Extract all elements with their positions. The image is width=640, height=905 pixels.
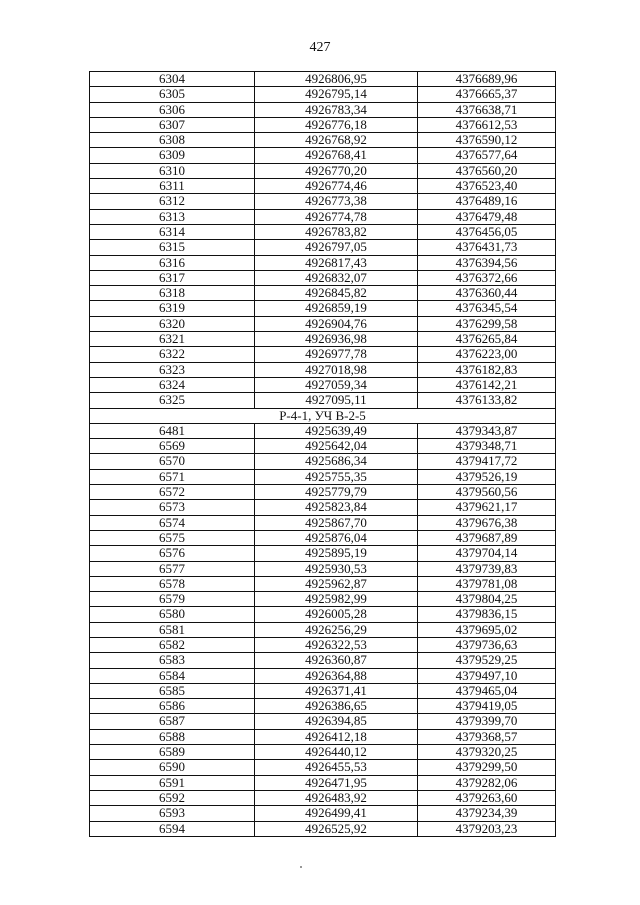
table-row xyxy=(90,729,556,744)
y-coordinate-cell: 4376142,21 xyxy=(418,377,556,392)
table-row xyxy=(90,133,556,148)
point-number-cell: 6317 xyxy=(90,270,255,285)
x-coordinate-cell: 4926770,20 xyxy=(255,163,418,178)
point-number-cell: 6315 xyxy=(90,240,255,255)
y-coordinate-cell: 4376182,83 xyxy=(418,362,556,377)
x-coordinate-cell: 4926774,78 xyxy=(255,209,418,224)
y-coordinate-cell: 4379348,71 xyxy=(418,439,556,454)
y-coordinate-cell: 4379529,25 xyxy=(418,653,556,668)
table-row xyxy=(90,821,556,836)
y-coordinate-cell: 4379676,38 xyxy=(418,515,556,530)
table-row xyxy=(90,240,556,255)
table-row xyxy=(90,347,556,362)
point-number-cell: 6588 xyxy=(90,729,255,744)
x-coordinate-cell: 4926322,53 xyxy=(255,637,418,652)
point-number-cell: 6586 xyxy=(90,699,255,714)
y-coordinate-cell: 4379263,60 xyxy=(418,790,556,805)
table-row xyxy=(90,439,556,454)
point-number-cell: 6314 xyxy=(90,224,255,239)
y-coordinate-cell: 4379526,19 xyxy=(418,469,556,484)
x-coordinate-cell: 4925982,99 xyxy=(255,592,418,607)
table-row xyxy=(90,179,556,194)
x-coordinate-cell: 4926412,18 xyxy=(255,729,418,744)
point-number-cell: 6481 xyxy=(90,423,255,438)
table-row xyxy=(90,194,556,209)
y-coordinate-cell: 4379560,56 xyxy=(418,485,556,500)
point-number-cell: 6573 xyxy=(90,500,255,515)
table-row xyxy=(90,683,556,698)
x-coordinate-cell: 4926471,95 xyxy=(255,775,418,790)
y-coordinate-cell: 4376523,40 xyxy=(418,179,556,194)
table-row xyxy=(90,561,556,576)
point-number-cell: 6311 xyxy=(90,179,255,194)
y-coordinate-cell: 4379836,15 xyxy=(418,607,556,622)
y-coordinate-cell: 4376394,56 xyxy=(418,255,556,270)
table-row xyxy=(90,592,556,607)
table-row xyxy=(90,224,556,239)
point-number-cell: 6576 xyxy=(90,546,255,561)
y-coordinate-cell: 4379687,89 xyxy=(418,530,556,545)
x-coordinate-cell: 4925755,35 xyxy=(255,469,418,484)
y-coordinate-cell: 4379497,10 xyxy=(418,668,556,683)
table-body-before-section xyxy=(90,72,556,409)
table-row xyxy=(90,454,556,469)
y-coordinate-cell: 4376360,44 xyxy=(418,286,556,301)
y-coordinate-cell: 4379804,25 xyxy=(418,592,556,607)
point-number-cell: 6580 xyxy=(90,607,255,622)
point-number-cell: 6571 xyxy=(90,469,255,484)
section-title: Р-4-1, УЧ В-2-5 xyxy=(90,408,556,423)
y-coordinate-cell: 4376133,82 xyxy=(418,393,556,408)
x-coordinate-cell: 4926768,92 xyxy=(255,133,418,148)
table-row xyxy=(90,699,556,714)
table-row xyxy=(90,668,556,683)
table-row xyxy=(90,301,556,316)
table-row xyxy=(90,760,556,775)
table-row xyxy=(90,117,556,132)
y-coordinate-cell: 4376223,00 xyxy=(418,347,556,362)
y-coordinate-cell: 4376265,84 xyxy=(418,332,556,347)
y-coordinate-cell: 4376590,12 xyxy=(418,133,556,148)
point-number-cell: 6316 xyxy=(90,255,255,270)
x-coordinate-cell: 4926364,88 xyxy=(255,668,418,683)
point-number-cell: 6313 xyxy=(90,209,255,224)
table-row xyxy=(90,500,556,515)
point-number-cell: 6593 xyxy=(90,806,255,821)
x-coordinate-cell: 4926440,12 xyxy=(255,745,418,760)
x-coordinate-cell: 4926774,46 xyxy=(255,179,418,194)
y-coordinate-cell: 4376638,71 xyxy=(418,102,556,117)
point-number-cell: 6308 xyxy=(90,133,255,148)
table-row xyxy=(90,163,556,178)
x-coordinate-cell: 4925962,87 xyxy=(255,576,418,591)
x-coordinate-cell: 4927059,34 xyxy=(255,377,418,392)
y-coordinate-cell: 4376577,64 xyxy=(418,148,556,163)
point-number-cell: 6579 xyxy=(90,592,255,607)
table-row xyxy=(90,102,556,117)
y-coordinate-cell: 4376299,58 xyxy=(418,316,556,331)
point-number-cell: 6572 xyxy=(90,485,255,500)
point-number-cell: 6323 xyxy=(90,362,255,377)
x-coordinate-cell: 4926832,07 xyxy=(255,270,418,285)
table-row xyxy=(90,270,556,285)
table-section-header xyxy=(90,408,556,423)
x-coordinate-cell: 4926499,41 xyxy=(255,806,418,821)
table-row xyxy=(90,332,556,347)
point-number-cell: 6570 xyxy=(90,454,255,469)
x-coordinate-cell: 4925930,53 xyxy=(255,561,418,576)
x-coordinate-cell: 4926371,41 xyxy=(255,683,418,698)
y-coordinate-cell: 4379203,23 xyxy=(418,821,556,836)
y-coordinate-cell: 4376489,16 xyxy=(418,194,556,209)
point-number-cell: 6569 xyxy=(90,439,255,454)
table-row xyxy=(90,209,556,224)
x-coordinate-cell: 4926783,34 xyxy=(255,102,418,117)
point-number-cell: 6592 xyxy=(90,790,255,805)
table-row xyxy=(90,393,556,408)
table-row xyxy=(90,515,556,530)
y-coordinate-cell: 4379704,14 xyxy=(418,546,556,561)
point-number-cell: 6583 xyxy=(90,653,255,668)
point-number-cell: 6589 xyxy=(90,745,255,760)
x-coordinate-cell: 4926005,28 xyxy=(255,607,418,622)
table-row xyxy=(90,485,556,500)
point-number-cell: 6577 xyxy=(90,561,255,576)
y-coordinate-cell: 4376479,48 xyxy=(418,209,556,224)
y-coordinate-cell: 4379234,39 xyxy=(418,806,556,821)
x-coordinate-cell: 4925686,34 xyxy=(255,454,418,469)
point-number-cell: 6304 xyxy=(90,72,255,87)
x-coordinate-cell: 4926768,41 xyxy=(255,148,418,163)
x-coordinate-cell: 4927095,11 xyxy=(255,393,418,408)
point-number-cell: 6322 xyxy=(90,347,255,362)
point-number-cell: 6578 xyxy=(90,576,255,591)
table-row xyxy=(90,790,556,805)
x-coordinate-cell: 4926455,53 xyxy=(255,760,418,775)
y-coordinate-cell: 4379343,87 xyxy=(418,423,556,438)
point-number-cell: 6590 xyxy=(90,760,255,775)
point-number-cell: 6310 xyxy=(90,163,255,178)
table-row xyxy=(90,362,556,377)
y-coordinate-cell: 4376665,37 xyxy=(418,87,556,102)
point-number-cell: 6319 xyxy=(90,301,255,316)
point-number-cell: 6305 xyxy=(90,87,255,102)
y-coordinate-cell: 4379419,05 xyxy=(418,699,556,714)
point-number-cell: 6324 xyxy=(90,377,255,392)
y-coordinate-cell: 4379320,25 xyxy=(418,745,556,760)
table-row xyxy=(90,576,556,591)
table-row xyxy=(90,255,556,270)
y-coordinate-cell: 4376372,66 xyxy=(418,270,556,285)
x-coordinate-cell: 4926977,78 xyxy=(255,347,418,362)
table-row xyxy=(90,607,556,622)
table-body-after-section xyxy=(90,423,556,836)
x-coordinate-cell: 4925895,19 xyxy=(255,546,418,561)
point-number-cell: 6575 xyxy=(90,530,255,545)
x-coordinate-cell: 4926806,95 xyxy=(255,72,418,87)
point-number-cell: 6307 xyxy=(90,117,255,132)
y-coordinate-cell: 4376345,54 xyxy=(418,301,556,316)
x-coordinate-cell: 4926783,82 xyxy=(255,224,418,239)
section-row xyxy=(90,408,556,423)
y-coordinate-cell: 4376612,53 xyxy=(418,117,556,132)
x-coordinate-cell: 4926904,76 xyxy=(255,316,418,331)
point-number-cell: 6585 xyxy=(90,683,255,698)
point-number-cell: 6581 xyxy=(90,622,255,637)
x-coordinate-cell: 4925867,70 xyxy=(255,515,418,530)
x-coordinate-cell: 4925639,49 xyxy=(255,423,418,438)
y-coordinate-cell: 4376689,96 xyxy=(418,72,556,87)
table-row xyxy=(90,87,556,102)
y-coordinate-cell: 4376431,73 xyxy=(418,240,556,255)
y-coordinate-cell: 4379465,04 xyxy=(418,683,556,698)
scan-speck xyxy=(300,866,302,868)
y-coordinate-cell: 4379299,50 xyxy=(418,760,556,775)
x-coordinate-cell: 4925779,79 xyxy=(255,485,418,500)
x-coordinate-cell: 4925823,84 xyxy=(255,500,418,515)
y-coordinate-cell: 4379282,06 xyxy=(418,775,556,790)
x-coordinate-cell: 4927018,98 xyxy=(255,362,418,377)
y-coordinate-cell: 4376560,20 xyxy=(418,163,556,178)
x-coordinate-cell: 4926394,85 xyxy=(255,714,418,729)
table-row xyxy=(90,377,556,392)
point-number-cell: 6321 xyxy=(90,332,255,347)
y-coordinate-cell: 4379399,70 xyxy=(418,714,556,729)
y-coordinate-cell: 4379621,17 xyxy=(418,500,556,515)
y-coordinate-cell: 4379695,02 xyxy=(418,622,556,637)
point-number-cell: 6325 xyxy=(90,393,255,408)
table-row xyxy=(90,423,556,438)
y-coordinate-cell: 4379417,72 xyxy=(418,454,556,469)
x-coordinate-cell: 4926795,14 xyxy=(255,87,418,102)
point-number-cell: 6594 xyxy=(90,821,255,836)
y-coordinate-cell: 4379781,08 xyxy=(418,576,556,591)
x-coordinate-cell: 4926859,19 xyxy=(255,301,418,316)
table-row xyxy=(90,806,556,821)
point-number-cell: 6318 xyxy=(90,286,255,301)
table-row xyxy=(90,148,556,163)
table-row xyxy=(90,286,556,301)
point-number-cell: 6587 xyxy=(90,714,255,729)
x-coordinate-cell: 4926773,38 xyxy=(255,194,418,209)
point-number-cell: 6584 xyxy=(90,668,255,683)
x-coordinate-cell: 4926936,98 xyxy=(255,332,418,347)
table-row xyxy=(90,653,556,668)
x-coordinate-cell: 4926845,82 xyxy=(255,286,418,301)
table-row xyxy=(90,72,556,87)
table-row xyxy=(90,622,556,637)
y-coordinate-cell: 4379368,57 xyxy=(418,729,556,744)
x-coordinate-cell: 4926483,92 xyxy=(255,790,418,805)
point-number-cell: 6591 xyxy=(90,775,255,790)
table-row xyxy=(90,745,556,760)
point-number-cell: 6312 xyxy=(90,194,255,209)
point-number-cell: 6574 xyxy=(90,515,255,530)
table-row xyxy=(90,316,556,331)
y-coordinate-cell: 4379739,83 xyxy=(418,561,556,576)
point-number-cell: 6306 xyxy=(90,102,255,117)
table-row xyxy=(90,775,556,790)
point-number-cell: 6320 xyxy=(90,316,255,331)
x-coordinate-cell: 4926797,05 xyxy=(255,240,418,255)
point-number-cell: 6582 xyxy=(90,637,255,652)
x-coordinate-cell: 4925642,04 xyxy=(255,439,418,454)
table-row xyxy=(90,530,556,545)
x-coordinate-cell: 4926525,92 xyxy=(255,821,418,836)
x-coordinate-cell: 4926386,65 xyxy=(255,699,418,714)
table-row xyxy=(90,469,556,484)
coordinates-table xyxy=(89,71,556,837)
x-coordinate-cell: 4926817,43 xyxy=(255,255,418,270)
y-coordinate-cell: 4379736,63 xyxy=(418,637,556,652)
point-number-cell: 6309 xyxy=(90,148,255,163)
x-coordinate-cell: 4926776,18 xyxy=(255,117,418,132)
table-row xyxy=(90,546,556,561)
table-row xyxy=(90,714,556,729)
x-coordinate-cell: 4926256,29 xyxy=(255,622,418,637)
x-coordinate-cell: 4926360,87 xyxy=(255,653,418,668)
page-number: 427 xyxy=(309,40,331,55)
table-row xyxy=(90,637,556,652)
x-coordinate-cell: 4925876,04 xyxy=(255,530,418,545)
y-coordinate-cell: 4376456,05 xyxy=(418,224,556,239)
